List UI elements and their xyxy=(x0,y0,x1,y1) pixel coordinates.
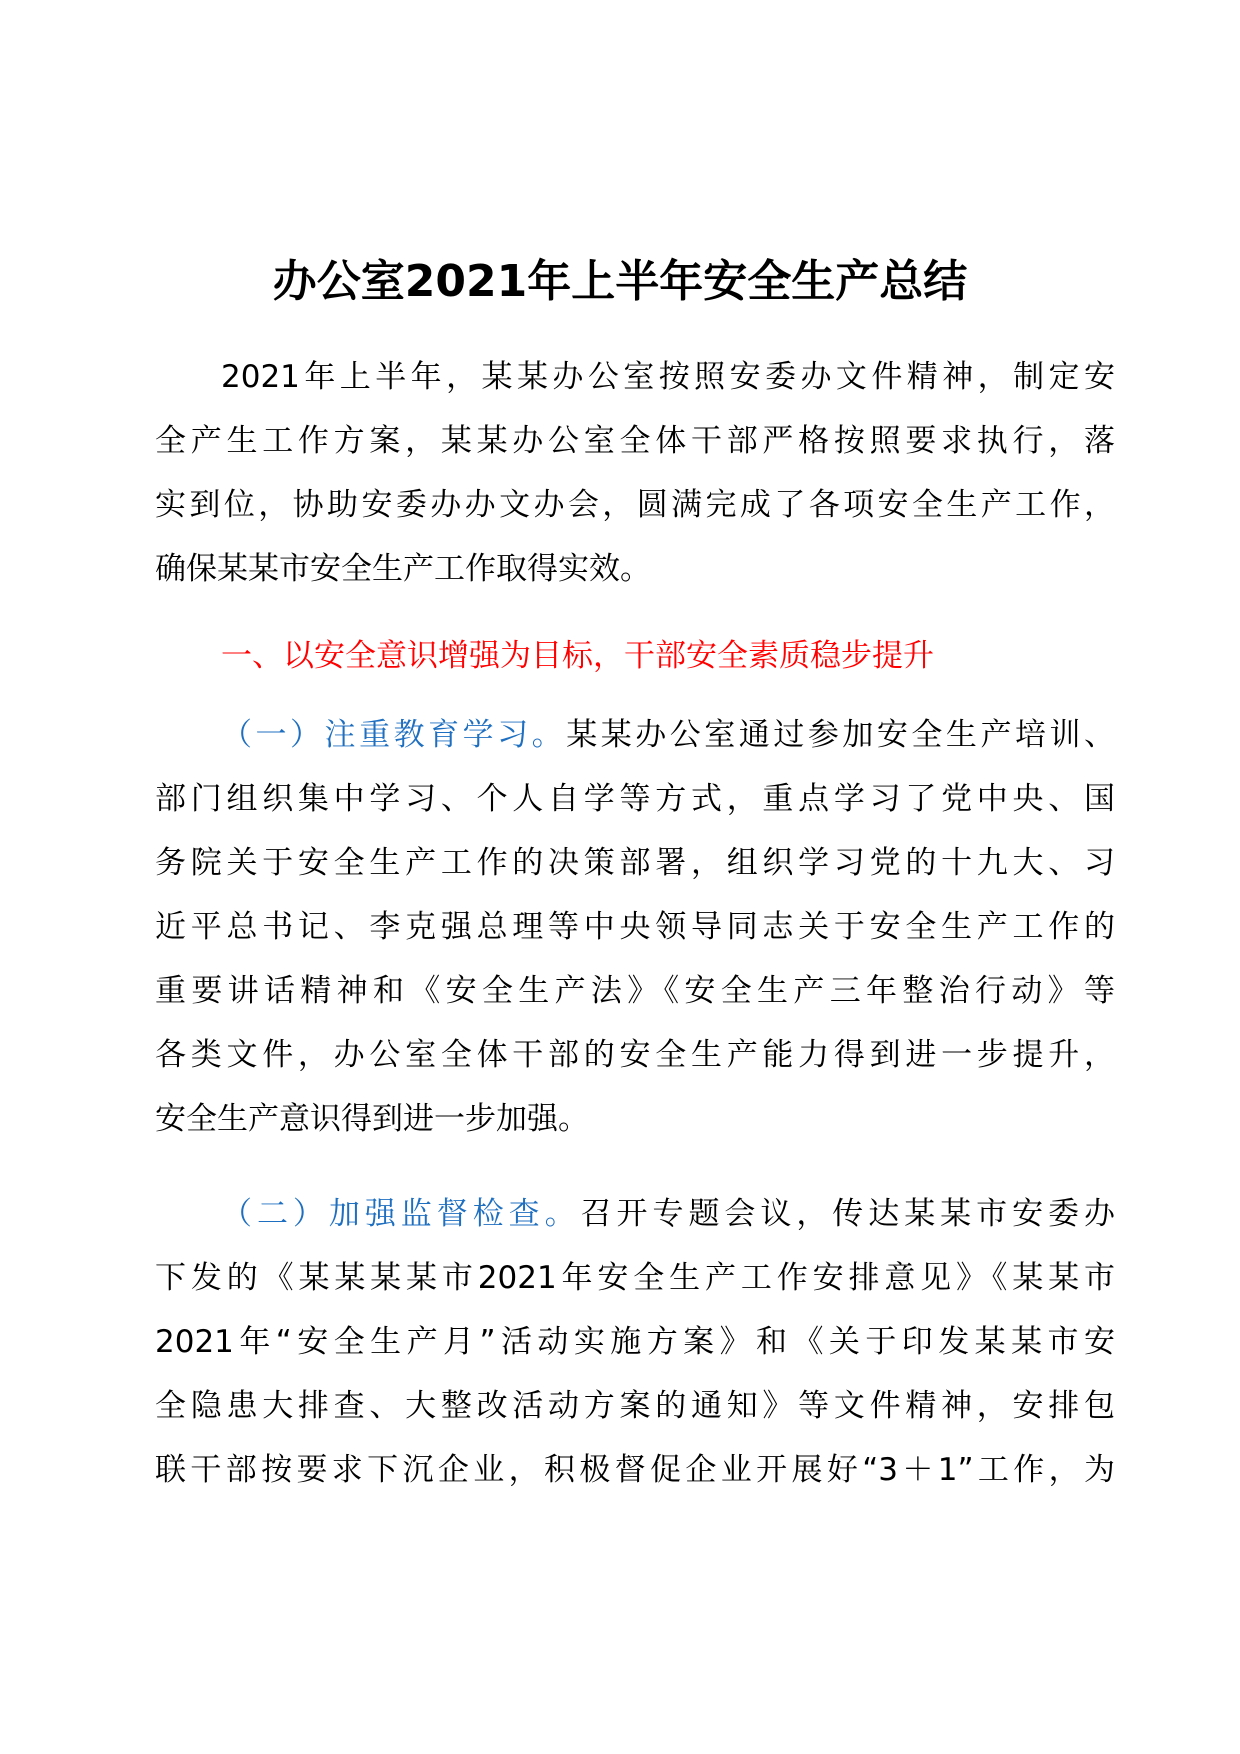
document-title: 办公室2021年上半年安全生产总结 xyxy=(272,256,968,307)
paragraph-line: 确保某某市安全生产工作取得实效。 xyxy=(155,551,651,587)
intro-paragraph xyxy=(155,345,1115,601)
paragraph-line xyxy=(155,1182,1115,1246)
paragraph-line: 部门组织集中学习、个人自学等方式，重点学习了党中央、国 xyxy=(155,781,1115,817)
paragraph-line xyxy=(155,703,1115,767)
paragraph-line: 务院关于安全生产工作的决策部署，组织学习党的十九大、习 xyxy=(155,845,1115,881)
paragraph-line: 全隐患大排查、大整改活动方案的通知》等文件精神，安排包 xyxy=(155,1388,1115,1424)
section-heading-block xyxy=(155,624,1115,688)
item1-paragraph xyxy=(155,703,1115,1151)
subheading-label: （二）加强监督检查。 xyxy=(221,1196,581,1232)
item2-paragraph xyxy=(155,1182,1115,1502)
section-heading: 一、以安全意识增强为目标，干部安全素质稳步提升 xyxy=(221,638,934,674)
paragraph-line: 重要讲话精神和《安全生产法》《安全生产三年整治行动》等 xyxy=(155,973,1115,1009)
subheading-text: 某某办公室通过参加安全生产培训、 xyxy=(566,717,1116,753)
paragraph-line: 联干部按要求下沉企业，积极督促企业开展好“3＋1”工作，为 xyxy=(155,1452,1115,1488)
subheading-label: （一）注重教育学习。 xyxy=(221,717,567,753)
paragraph-line: 实到位，协助安委办办文办会，圆满完成了各项安全生产工作， xyxy=(155,487,1115,523)
paragraph-line: 各类文件，办公室全体干部的安全生产能力得到进一步提升， xyxy=(155,1037,1115,1073)
paragraph-line: 2021年上半年，某某办公室按照安委办文件精神，制定安 xyxy=(221,359,1115,395)
paragraph-line: 下发的《某某某某市2021年安全生产工作安排意见》《某某市 xyxy=(155,1260,1115,1296)
paragraph-line: 安全生产意识得到进一步加强。 xyxy=(155,1101,589,1137)
subheading-text: 召开专题会议，传达某某市安委办 xyxy=(580,1196,1116,1232)
paragraph-line: 2021年“安全生产月”活动实施方案》和《关于印发某某市安 xyxy=(155,1324,1115,1360)
paragraph-line: 全产生工作方案，某某办公室全体干部严格按照要求执行，落 xyxy=(155,423,1115,459)
paragraph-line: 近平总书记、李克强总理等中央领导同志关于安全生产工作的 xyxy=(155,909,1115,945)
